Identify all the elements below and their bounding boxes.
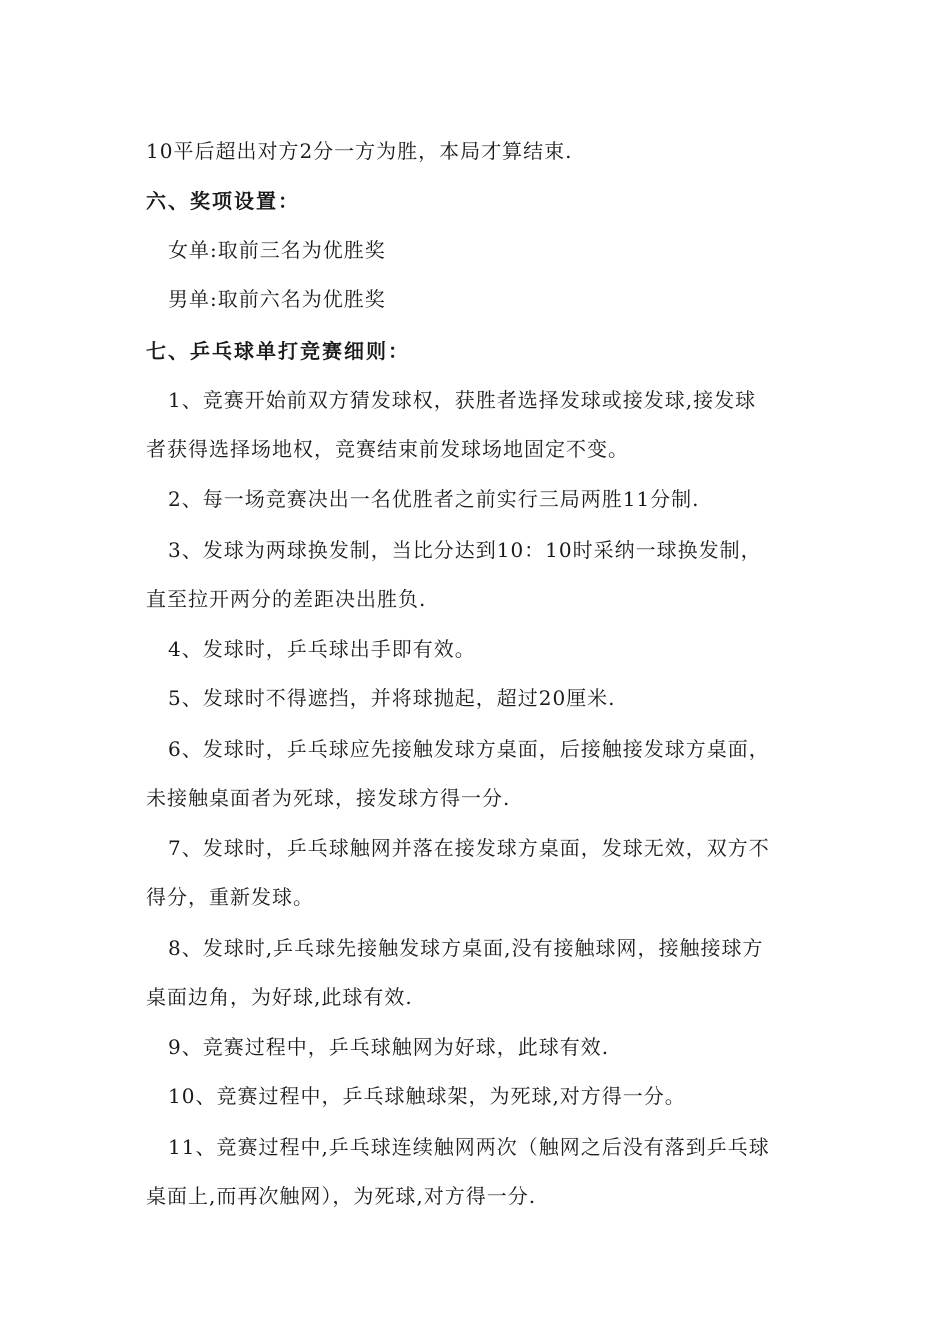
rule-10: 10、竞赛过程中，乒乓球触球架，为死球,对方得一分。 (168, 1084, 686, 1108)
rule-7-line-2: 得分，重新发球。 (146, 885, 314, 909)
award-men-singles: 男单:取前六名为优胜奖 (168, 287, 386, 311)
rule-1-line-1: 1、竞赛开始前双方猜发球权，获胜者选择发球或接发球,接发球 (168, 388, 757, 412)
rule-3-line-1: 3、发球为两球换发制，当比分达到10：10时采纳一球换发制， (168, 538, 762, 562)
rule-2: 2、每一场竞赛决出一名优胜者之前实行三局两胜11分制. (168, 487, 700, 511)
award-women-singles: 女单:取前三名为优胜奖 (168, 238, 386, 262)
section-heading-rules: 七、乒乓球单打竞赛细则： (146, 339, 410, 363)
rule-4: 4、发球时，乒乓球出手即有效。 (168, 637, 476, 661)
rule-9: 9、竞赛过程中，乒乓球触网为好球，此球有效. (168, 1035, 610, 1059)
rule-1-line-2: 者获得选择场地权，竞赛结束前发球场地固定不变。 (146, 437, 629, 461)
rule-11-line-2: 桌面上,而再次触网），为死球,对方得一分. (146, 1184, 537, 1208)
paragraph-line: 10平后超出对方2分一方为胜，本局才算结束. (146, 139, 573, 163)
rule-6-line-2: 未接触桌面者为死球，接发球方得一分. (146, 786, 511, 810)
rule-6-line-1: 6、发球时，乒乓球应先接触发球方桌面，后接触接发球方桌面， (168, 737, 770, 761)
rule-5: 5、发球时不得遮挡，并将球抛起，超过20厘米. (168, 686, 616, 710)
rule-8-line-1: 8、发球时,乒乓球先接触发球方桌面,没有接触球网，接触接球方 (168, 936, 764, 960)
section-heading-awards: 六、奖项设置： (146, 189, 300, 213)
rule-8-line-2: 桌面边角，为好球,此球有效. (146, 985, 413, 1009)
rule-7-line-1: 7、发球时，乒乓球触网并落在接发球方桌面，发球无效，双方不 (168, 836, 770, 860)
rule-3-line-2: 直至拉开两分的差距决出胜负. (146, 587, 427, 611)
rule-11-line-1: 11、竞赛过程中,乒乓球连续触网两次（触网之后没有落到乒乓球 (168, 1135, 770, 1159)
